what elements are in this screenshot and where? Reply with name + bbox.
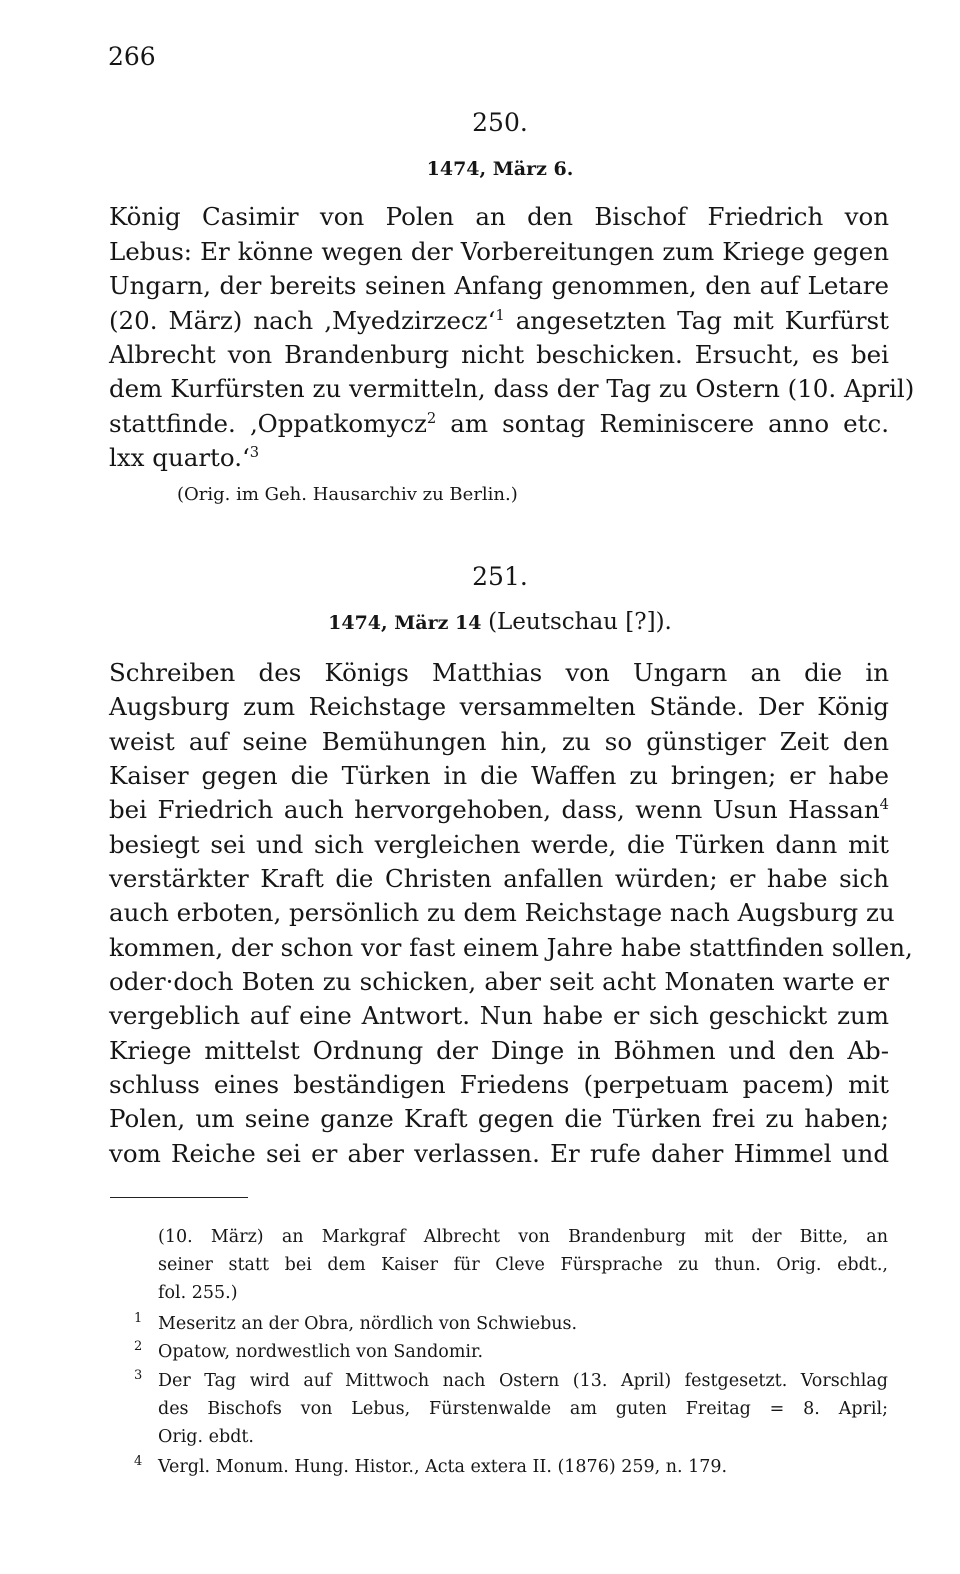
body-line: Polen, um seine ganze Kraft gegen die Türken frei zu haben; (109, 1104, 889, 1133)
footnote-ref: 2 (426, 410, 437, 428)
body-line (109, 304, 889, 338)
text-span: (20. März) nach ‚Myedzirzecz‘ (109, 306, 496, 335)
footnote-mark: 1 (134, 1311, 143, 1326)
body-line: besiegt sei und sich vergleichen werde, die Türken dann mit (109, 830, 889, 859)
footnote-mark: 3 (134, 1368, 143, 1383)
entry-place: (Leutschau [?]). (488, 609, 672, 635)
body-line: dem Kurfürsten zu vermitteln, dass der Tag zu Ostern (10. April) (109, 374, 915, 403)
text-span: am sontag Reminiscere anno etc. (450, 409, 889, 438)
body-line: Ungarn, der bereits seinen Anfang genommen, den auf Letare (109, 271, 889, 300)
body-line: Kriege mittelst Ordnung der Dinge in Böhmen und den Ab- (109, 1036, 889, 1065)
footnote-ref: 3 (249, 444, 260, 462)
footnote-line: Vergl. Monum. Hung. Histor., Acta extera II. (1876) 259, n. 179. (158, 1457, 728, 1477)
text-span: lxx quarto.‘ (109, 443, 250, 472)
source-note: (Orig. im Geh. Hausarchiv zu Berlin.) (177, 484, 518, 505)
text-span: angesetzten Tag mit Kurfürst (515, 306, 889, 335)
body-line: verstärkter Kraft die Christen anfallen würden; er habe sich (109, 864, 889, 893)
entry-date (0, 605, 960, 640)
entry-date: 1474, März 6. (426, 158, 574, 180)
entry-number: 250. (472, 108, 528, 137)
body-line (109, 441, 889, 475)
body-line: kommen, der schon vor fast einem Jahre habe stattfinden sollen, (109, 933, 913, 962)
footnote-continuation-line: seiner statt bei dem Kaiser für Cleve Fürsprache zu thun. Orig. ebdt., (158, 1255, 888, 1275)
body-line: schluss eines beständigen Friedens (perpetuam pacem) mit (109, 1070, 889, 1099)
footnote-mark: 2 (134, 1339, 143, 1354)
body-line: vergeblich auf eine Antwort. Nun habe er sich geschickt zum (109, 1001, 889, 1030)
body-line: Lebus: Er könne wegen der Vorbereitungen zum Kriege gegen (109, 237, 889, 266)
body-line: Augsburg zum Reichstage versammelten Stände. Der König (109, 692, 889, 721)
footnote-continuation-line: (10. März) an Markgraf Albrecht von Brandenburg mit der Bitte, an (158, 1227, 888, 1247)
text-span: stattfinde. ‚Oppatkomycz (109, 409, 427, 438)
footnote-line: Meseritz an der Obra, nördlich von Schwiebus. (158, 1314, 578, 1334)
body-line: Schreiben des Königs Matthias von Ungarn an die in (109, 658, 889, 687)
body-line (109, 407, 889, 441)
body-line: Albrecht von Brandenburg nicht beschicken. Ersucht, es bei (109, 340, 889, 369)
footnote-ref: 1 (495, 307, 505, 325)
body-line: vom Reiche sei er aber verlassen. Er rufe daher Himmel und (109, 1139, 889, 1168)
text-span: bei Friedrich auch hervorgehoben, dass, wenn Usun Hassan (109, 795, 880, 824)
body-line: Kaiser gegen die Türken in die Waffen zu bringen; er habe (109, 761, 889, 790)
entry-date-text: 1474, März 14 (328, 612, 482, 634)
body-line: weist auf seine Bemühungen hin, zu so günstiger Zeit den (109, 727, 889, 756)
entry-number: 251. (472, 562, 528, 591)
footnote-line: des Bischofs von Lebus, Fürstenwalde am guten Freitag = 8. April; (158, 1399, 888, 1419)
body-line: König Casimir von Polen an den Bischof Friedrich von (109, 202, 889, 231)
footnote-line: Der Tag wird auf Mittwoch nach Ostern (13. April) festgesetzt. Vorschlag (158, 1371, 888, 1391)
footnote-ref: 4 (879, 796, 889, 814)
footnote-continuation-line: fol. 255.) (158, 1283, 238, 1303)
footnote-line: Orig. ebdt. (158, 1427, 254, 1447)
body-line: auch erboten, persönlich zu dem Reichstage nach Augsburg zu (109, 898, 895, 927)
footnote-rule (110, 1197, 248, 1198)
footnote-line: Opatow, nordwestlich von Sandomir. (158, 1342, 484, 1362)
body-line: oder·doch Boten zu schicken, aber seit acht Monaten warte er (109, 967, 889, 996)
footnote-mark: 4 (134, 1454, 143, 1469)
page-number: 266 (108, 42, 156, 71)
body-line (109, 793, 889, 827)
